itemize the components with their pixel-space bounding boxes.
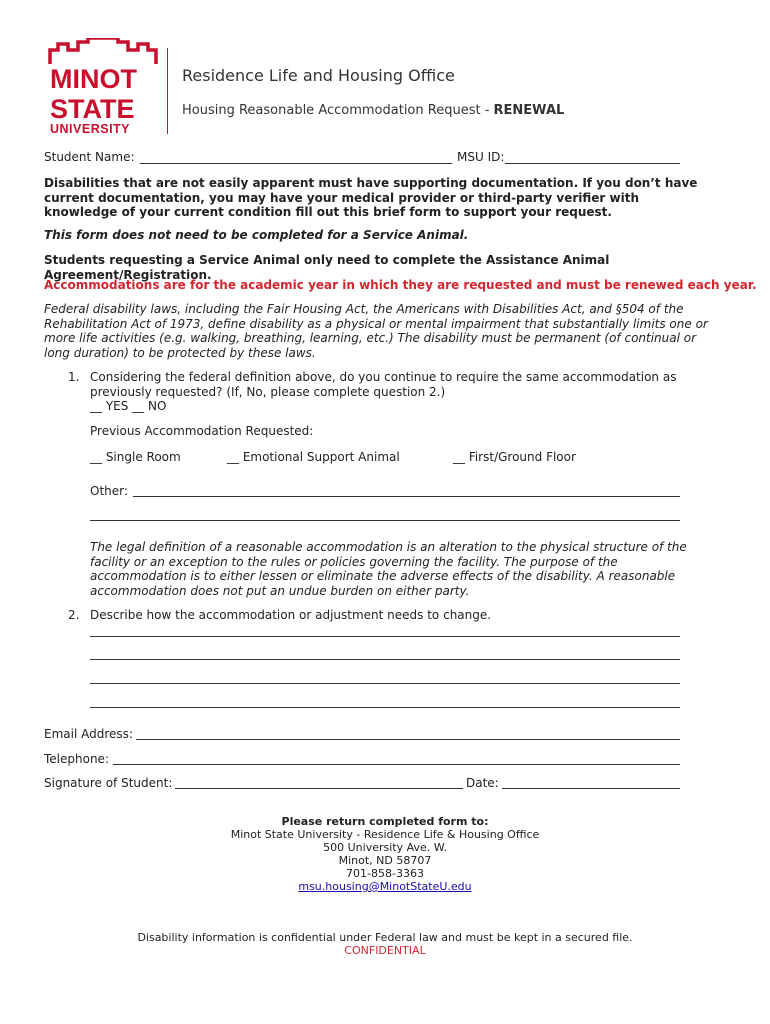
q2-answer-line-4[interactable] xyxy=(90,707,680,708)
email-field[interactable] xyxy=(136,739,680,740)
q2-number: 2. xyxy=(68,608,80,622)
q1-number: 1. xyxy=(68,370,80,384)
date-field[interactable] xyxy=(502,788,680,789)
legal-definition-note: The legal definition of a reasonable accommodation is an alteration to the physical structure of the facility or an exception to the rules or policies governing the facility. The purpose of the accommodation is to either lessen or eliminate the adverse effects of the disability. A reasonable accommodation does not put an undue burden on either party. xyxy=(90,540,687,598)
return-title: Please return completed form to: xyxy=(281,815,489,828)
email-label: Email Address: xyxy=(44,727,133,741)
form-title: Housing Reasonable Accommodation Request - RENEWAL xyxy=(182,103,565,118)
previous-accommodation-label: Previous Accommodation Requested: xyxy=(90,424,314,438)
telephone-field[interactable] xyxy=(113,764,680,765)
q1-yes-no[interactable]: __ YES __ NO xyxy=(90,399,167,413)
other-label: Other: xyxy=(90,484,128,498)
msu-id-field[interactable] xyxy=(505,163,680,164)
return-email-link[interactable]: msu.housing@MinotStateU.edu xyxy=(298,880,472,893)
documentation-note: Disabilities that are not easily apparent must have supporting documentation. If you don’t have current documentation, you may have your medical provider or third-party verifier with knowledge of your current condition fill out this brief form to support your request. xyxy=(44,176,698,219)
logo-university: UNIVERSITY xyxy=(50,122,131,136)
service-animal-note: This form does not need to be completed for a Service Animal. xyxy=(44,228,469,242)
student-name-label: Student Name: xyxy=(44,150,135,164)
confidential-note: Disability information is confidential under Federal law and must be kept in a secured file. xyxy=(137,931,633,944)
student-name-field[interactable] xyxy=(140,163,452,164)
other-field-line-2[interactable] xyxy=(90,520,680,521)
q2-answer-line-3[interactable] xyxy=(90,683,680,684)
form-title-renewal: RENEWAL xyxy=(493,103,565,118)
logo-state: STATE xyxy=(50,94,135,124)
service-animal-students-note: Students requesting a Service Animal only need to complete the Assistance Animal Agreement/Registration. xyxy=(44,253,610,282)
header-divider xyxy=(167,48,168,134)
date-label: Date: xyxy=(466,776,499,790)
castle-icon xyxy=(48,38,158,66)
confidential-label: CONFIDENTIAL xyxy=(344,944,426,957)
office-title: Residence Life and Housing Office xyxy=(182,66,455,85)
confidential-block xyxy=(0,931,770,957)
return-city: Minot, ND 58707 xyxy=(338,854,432,867)
signature-field[interactable] xyxy=(175,788,463,789)
q2-text: Describe how the accommodation or adjustment needs to change. xyxy=(90,608,492,622)
renewal-note: Accommodations are for the academic year in which they are requested and must be renewed each year. xyxy=(44,278,757,292)
return-address-block xyxy=(0,815,770,893)
option-first-ground-floor[interactable]: __ First/Ground Floor xyxy=(453,450,576,464)
logo-minot: MINOT xyxy=(50,64,137,94)
option-emotional-support-animal[interactable]: __ Emotional Support Animal xyxy=(227,450,400,464)
telephone-label: Telephone: xyxy=(44,752,109,766)
signature-label: Signature of Student: xyxy=(44,776,173,790)
msu-id-label: MSU ID: xyxy=(457,150,505,164)
return-street: 500 University Ave. W. xyxy=(323,841,447,854)
federal-law-note: Federal disability laws, including the Fair Housing Act, the Americans with Disabilities Act, and §504 of the Rehabilitation Act of 1973, define disability as a physical or mental impairment that substantially limits one or more life activities (e.g. walking, breathing, learning, etc.) The disability must be permanent (of continual or long duration) to be protected by these laws. xyxy=(44,302,708,360)
q2-answer-line-1[interactable] xyxy=(90,636,680,637)
return-org: Minot State University - Residence Life & Housing Office xyxy=(230,828,540,841)
university-logo xyxy=(44,38,164,138)
other-field-line-1[interactable] xyxy=(133,496,680,497)
q2-answer-line-2[interactable] xyxy=(90,659,680,660)
option-single-room[interactable]: __ Single Room xyxy=(90,450,181,464)
q1-text: Considering the federal definition above, do you continue to require the same accommodation as previously requested? (If, No, please complete question 2.) xyxy=(90,370,677,399)
return-phone: 701-858-3363 xyxy=(346,867,424,880)
